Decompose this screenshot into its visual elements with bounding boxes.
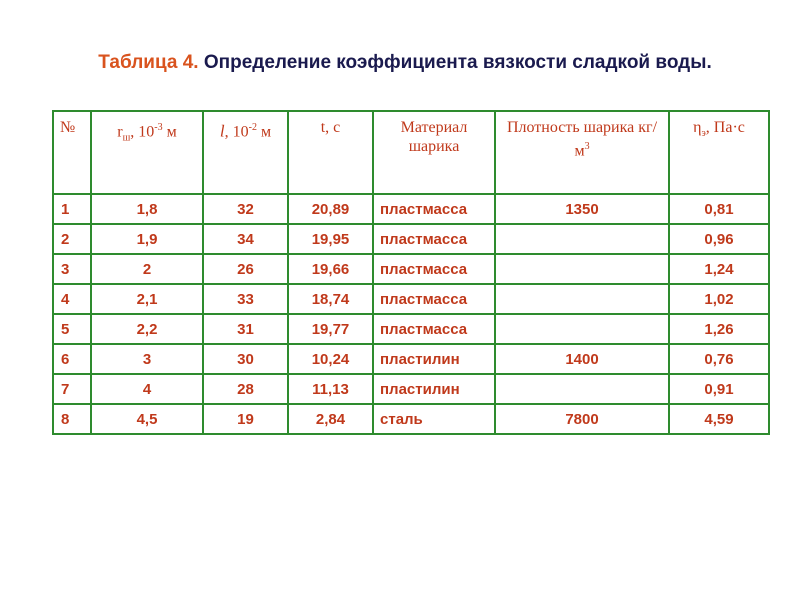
cell-density: [495, 224, 669, 254]
header-radius: $r_ш$, $10^{-3}$ м: [91, 111, 203, 194]
table-title-text: Определение коэффициента вязкости сладкой воды.: [198, 52, 712, 73]
cell-length: 33: [203, 284, 288, 314]
cell-length: 32: [203, 194, 288, 224]
cell-radius: 3: [91, 344, 203, 374]
cell-viscosity: 0,96: [669, 224, 769, 254]
cell-time: 19,95: [288, 224, 373, 254]
cell-radius: 2: [91, 254, 203, 284]
header-density: Плотность шарика $кг/м^3$: [495, 111, 669, 194]
viscosity-table: [52, 110, 770, 435]
cell-material: пластилин: [373, 374, 495, 404]
cell-num: 6: [53, 344, 91, 374]
cell-time: 11,13: [288, 374, 373, 404]
table-title: [60, 50, 750, 76]
header-material: Материал шарика: [373, 111, 495, 194]
header-num: №: [53, 111, 91, 194]
cell-num: 4: [53, 284, 91, 314]
cell-material: пластмасса: [373, 254, 495, 284]
cell-viscosity: 0,76: [669, 344, 769, 374]
header-length: l, $10^{-2}$ м: [203, 111, 288, 194]
header-time: t, с: [288, 111, 373, 194]
cell-length: 28: [203, 374, 288, 404]
cell-length: 34: [203, 224, 288, 254]
table-row: [53, 374, 769, 404]
table-row: [53, 344, 769, 374]
cell-num: 2: [53, 224, 91, 254]
cell-length: 26: [203, 254, 288, 284]
cell-density: [495, 254, 669, 284]
cell-density: [495, 374, 669, 404]
cell-density: 1350: [495, 194, 669, 224]
cell-viscosity: 0,91: [669, 374, 769, 404]
cell-radius: 1,8: [91, 194, 203, 224]
cell-material: сталь: [373, 404, 495, 434]
cell-radius: 4,5: [91, 404, 203, 434]
cell-density: 7800: [495, 404, 669, 434]
table-title-label: Таблица 4.: [98, 52, 199, 73]
cell-material: пластмасса: [373, 194, 495, 224]
table-row: [53, 284, 769, 314]
cell-density: [495, 314, 669, 344]
cell-length: 19: [203, 404, 288, 434]
cell-time: 10,24: [288, 344, 373, 374]
table-row: [53, 254, 769, 284]
cell-time: 20,89: [288, 194, 373, 224]
cell-radius: 4: [91, 374, 203, 404]
cell-material: пластмасса: [373, 284, 495, 314]
table-row: [53, 404, 769, 434]
cell-radius: 2,2: [91, 314, 203, 344]
cell-viscosity: 1,24: [669, 254, 769, 284]
cell-num: 7: [53, 374, 91, 404]
cell-material: пластмасса: [373, 224, 495, 254]
cell-viscosity: 1,26: [669, 314, 769, 344]
table-row: [53, 224, 769, 254]
cell-time: 19,66: [288, 254, 373, 284]
table-row: [53, 314, 769, 344]
cell-num: 1: [53, 194, 91, 224]
cell-viscosity: 1,02: [669, 284, 769, 314]
cell-density: 1400: [495, 344, 669, 374]
header-viscosity: $\eta_э$, Па·с: [669, 111, 769, 194]
cell-viscosity: 4,59: [669, 404, 769, 434]
cell-num: 3: [53, 254, 91, 284]
cell-radius: 1,9: [91, 224, 203, 254]
cell-material: пластилин: [373, 344, 495, 374]
cell-viscosity: 0,81: [669, 194, 769, 224]
cell-time: 19,77: [288, 314, 373, 344]
cell-length: 31: [203, 314, 288, 344]
cell-num: 5: [53, 314, 91, 344]
table-row: [53, 194, 769, 224]
header-row: [53, 111, 769, 194]
cell-length: 30: [203, 344, 288, 374]
cell-time: 18,74: [288, 284, 373, 314]
cell-density: [495, 284, 669, 314]
cell-radius: 2,1: [91, 284, 203, 314]
cell-num: 8: [53, 404, 91, 434]
cell-time: 2,84: [288, 404, 373, 434]
cell-material: пластмасса: [373, 314, 495, 344]
